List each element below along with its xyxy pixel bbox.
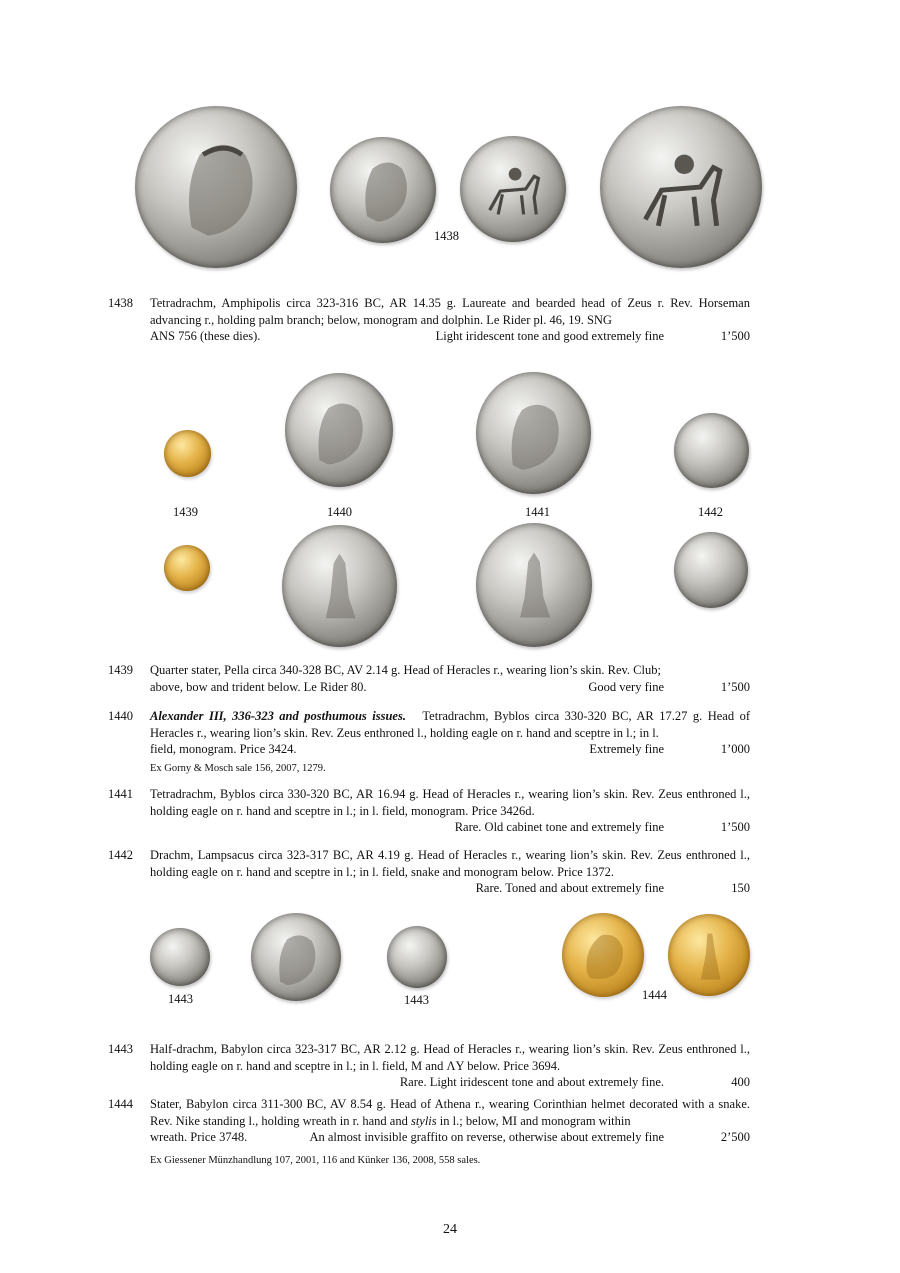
lot-description: Tetradrachm, Byblos circa 330-320 BC, AR 17.27 g. Head of Heracles r., wearing lion’s skin. Rev. Zeus enthroned l., holding eagle on r. hand and sceptre in l.; in l. xyxy=(150,709,750,740)
lot-description-end: ANS 756 (these dies). xyxy=(150,329,261,343)
lot-description: Tetradrachm, Byblos circa 330-320 BC, AR 16.94 g. Head of Heracles r., wearing lion’s skin. Rev. Zeus enthroned l., holding eagle on r. hand and sceptre in l.; in l. field, monogram. Price 3426d. xyxy=(150,787,750,818)
lot-price: 150 xyxy=(731,881,750,895)
coin-image-1438-obverse xyxy=(330,137,436,243)
coin-image-1438-obverse-large xyxy=(135,106,297,268)
coin-image-1440-reverse xyxy=(282,525,397,647)
plate-label-1444: 1444 xyxy=(642,988,667,1002)
lot-number: 1444 xyxy=(108,1097,133,1111)
lot-description-end: wreath. Price 3748. xyxy=(150,1130,248,1144)
coin-image-1444-reverse xyxy=(668,914,750,996)
lot-price: 1’500 xyxy=(720,329,750,343)
coin-image-1444-obverse xyxy=(562,913,644,997)
plate-label-1442: 1442 xyxy=(698,505,723,519)
lot-grade: An almost invisible graffito on reverse, otherwise about extremely fine xyxy=(309,1130,664,1144)
lot-grade: Rare. Light iridescent tone and about extremely fine. xyxy=(399,1075,664,1089)
plate-label-1441: 1441 xyxy=(525,505,550,519)
lot-grade: Rare. Toned and about extremely fine xyxy=(475,881,664,895)
lot-grade: Good very fine xyxy=(588,679,664,694)
lot-entry-1440 xyxy=(108,708,750,758)
plate-label-1443: 1443 xyxy=(168,992,193,1006)
coin-image-1439-reverse xyxy=(164,545,210,591)
lot-description: Drachm, Lampsacus circa 323-317 BC, AR 4.19 g. Head of Heracles r., wearing lion’s skin. Rev. Zeus enthroned l., holding eagle on r. hand and sceptre in l.; in l. field, snake and monogram below. Price 1372. xyxy=(150,848,750,879)
lot-number: 1443 xyxy=(108,1042,133,1056)
lot-price: 1’000 xyxy=(720,742,750,756)
coin-image-1443-obverse xyxy=(150,928,210,986)
lot-description: Half-drachm, Babylon circa 323-317 BC, AR 2.12 g. Head of Heracles r., wearing lion’s skin. Rev. Zeus enthroned l., holding eagle on r. hand and sceptre in l.; in l. field, M and ΛY below. Price 3694. xyxy=(150,1042,750,1073)
lot-provenance-1440: Ex Gorny & Mosch sale 156, 2007, 1279. xyxy=(150,763,326,774)
lot-price: 2’500 xyxy=(720,1130,750,1144)
lot-entry-1438 xyxy=(108,295,750,345)
coin-image-1438-reverse xyxy=(460,136,566,242)
lot-provenance-1444: Ex Giessener Münzhandlung 107, 2001, 116 and Künker 136, 2008, 558 sales. xyxy=(150,1155,481,1166)
lot-grade: Extremely fine xyxy=(589,742,664,756)
coin-image-1438-reverse-large xyxy=(600,106,762,268)
lot-number: 1440 xyxy=(108,709,133,723)
lot-description: Quarter stater, Pella circa 340-328 BC, AV 2.14 g. Head of Heracles r., wearing lion’s skin. Rev. Club; xyxy=(150,663,661,677)
lot-grade: Rare. Old cabinet tone and extremely fine xyxy=(454,820,664,834)
lot-entry-1441 xyxy=(108,786,750,836)
lot-price: 1’500 xyxy=(720,679,750,694)
lot-entry-1442 xyxy=(108,847,750,897)
lot-number: 1441 xyxy=(108,787,133,801)
lot-description-end: field, monogram. Price 3424. xyxy=(150,742,297,756)
lot-price: 1’500 xyxy=(720,820,750,834)
coin-image-1441-reverse xyxy=(476,523,592,647)
lot-description-end: above, bow and trident below. Le Rider 80. xyxy=(150,679,367,694)
lot-entry-1444 xyxy=(108,1096,750,1146)
lot-description: Tetradrachm, Amphipolis circa 323-316 BC, AR 14.35 g. Laureate and bearded head of Zeus r. Rev. Horseman advancing r., holding palm branch; below, monogram and dolphin. Le Rider pl. 46, 19. SNG xyxy=(150,296,750,327)
lot-description: Stater, Babylon circa 311-300 BC, AV 8.54 g. Head of Athena r., wearing Corinthian helmet decorated with a snake. Rev. Nike standing l., holding wreath in r. hand and stylis in l.; below, MI and monogram within xyxy=(150,1097,750,1128)
coin-image-1443-obverse-large xyxy=(251,913,341,1001)
coin-image-1439-obverse xyxy=(164,430,211,477)
plate-label-1439: 1439 xyxy=(173,505,198,519)
lot-entry-1443 xyxy=(108,1041,750,1091)
page-number: 24 xyxy=(443,1222,457,1237)
coin-image-1442-obverse xyxy=(674,413,749,488)
section-heading: Alexander III, 336-323 and posthumous issues. xyxy=(150,709,406,723)
coin-image-1440-obverse xyxy=(285,373,393,487)
lot-number: 1442 xyxy=(108,848,133,862)
lot-number: 1438 xyxy=(108,296,133,310)
plate-label-1438: 1438 xyxy=(434,229,459,243)
coin-image-1441-obverse xyxy=(476,372,591,494)
plate-label-1443-b: 1443 xyxy=(404,993,429,1007)
coin-image-1443-reverse xyxy=(387,926,447,988)
coin-image-1442-reverse xyxy=(674,532,748,608)
lot-grade: Light iridescent tone and good extremely fine xyxy=(435,329,664,343)
plate-label-1440: 1440 xyxy=(327,505,352,519)
lot-number: 1439 xyxy=(108,663,133,677)
lot-price: 400 xyxy=(731,1075,750,1089)
lot-entry-1439 xyxy=(108,662,750,695)
